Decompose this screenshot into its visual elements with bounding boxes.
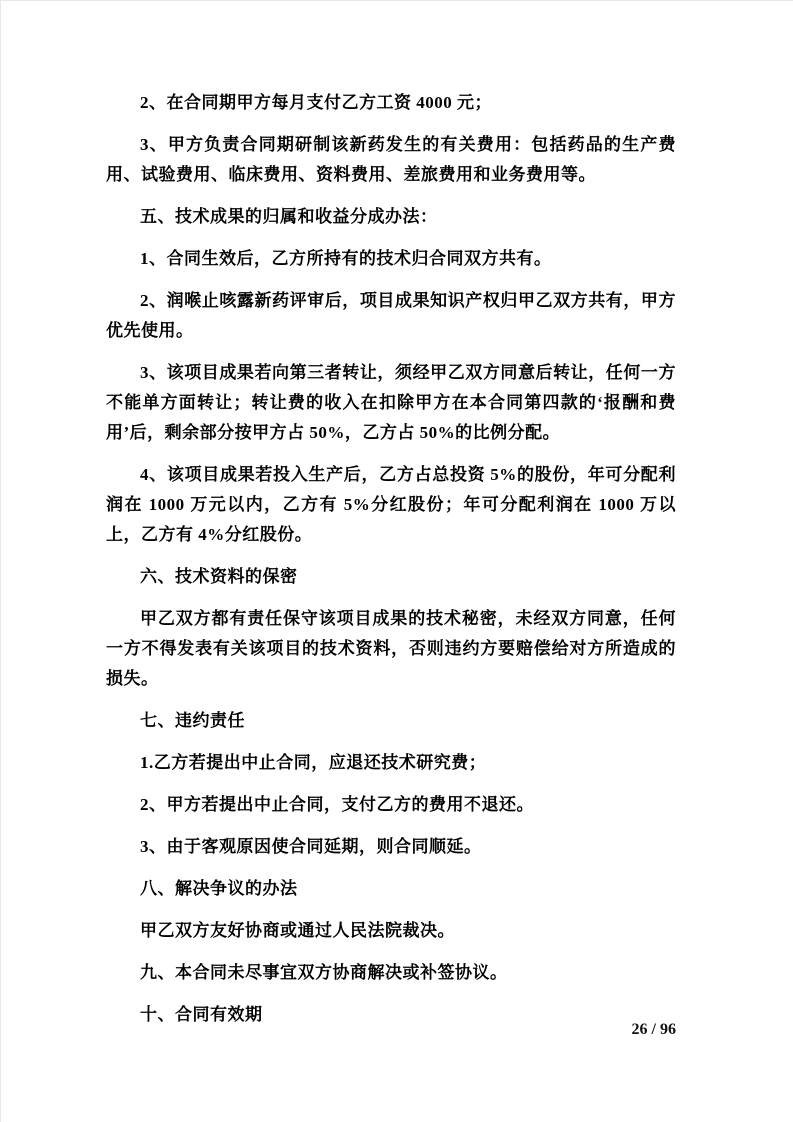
page-number: 26 / 96 [631,1021,676,1038]
heading-section-5: 五、技术成果的归属和收益分成办法： [140,207,438,226]
paragraph-5-4: 4、该项目成果若投入生产后，乙方占总投资 5%的股份，年可分配利润在 1000 万元以内，乙方有 5%分红股份；年可分配利润在 1000 万以上，乙方有 4%分红股份。 [106,465,676,544]
paragraph-5-1: 1、合同生效后，乙方所持有的技术归合同双方共有。 [140,249,552,268]
heading-section-9: 九、本合同未尽事宜双方协商解决或补签协议。 [140,963,508,982]
heading-section-8: 八、解决争议的办法 [140,879,298,898]
paragraph-7-2: 2、甲方若提出中止合同，支付乙方的费用不退还。 [140,795,534,814]
heading-section-7: 七、违约责任 [140,711,245,730]
paragraph-item-2-salary: 2、在合同期甲方每月支付乙方工资 4000 元； [140,93,492,112]
paragraph-item-3-expenses: 3、甲方负责合同期研制该新药发生的有关费用：包括药品的生产费用、试验费用、临床费用、资料费用、差旅费用和业务费用等。 [106,135,676,184]
paragraph-5-2: 2、润喉止咳露新药评审后，项目成果知识产权归甲乙双方共有，甲方优先使用。 [106,291,676,340]
heading-section-6: 六、技术资料的保密 [140,567,298,586]
heading-section-10: 十、合同有效期 [140,1005,263,1024]
paragraph-8-body: 甲乙双方友好协商或通过人民法院裁决。 [140,921,455,940]
paragraph-7-3: 3、由于客观原因使合同延期，则合同顺延。 [140,837,482,856]
page-content [106,88,676,1042]
paragraph-7-1: 1.乙方若提出中止合同，应退还技术研究费； [140,753,487,772]
paragraph-6-body: 甲乙双方都有责任保守该项目成果的技术秘密，未经双方同意，任何一方不得发表有关该项目的技术资料，否则违约方要赔偿给对方所造成的损失。 [106,609,676,688]
paragraph-5-3: 3、该项目成果若向第三者转让，须经甲乙双方同意后转让，任何一方不能单方面转让；转让费的收入在扣除甲方在本合同第四款的‘报酬和费用’后，剩余部分按甲方占 50%，乙方占 50%的比例分配。 [106,363,676,442]
